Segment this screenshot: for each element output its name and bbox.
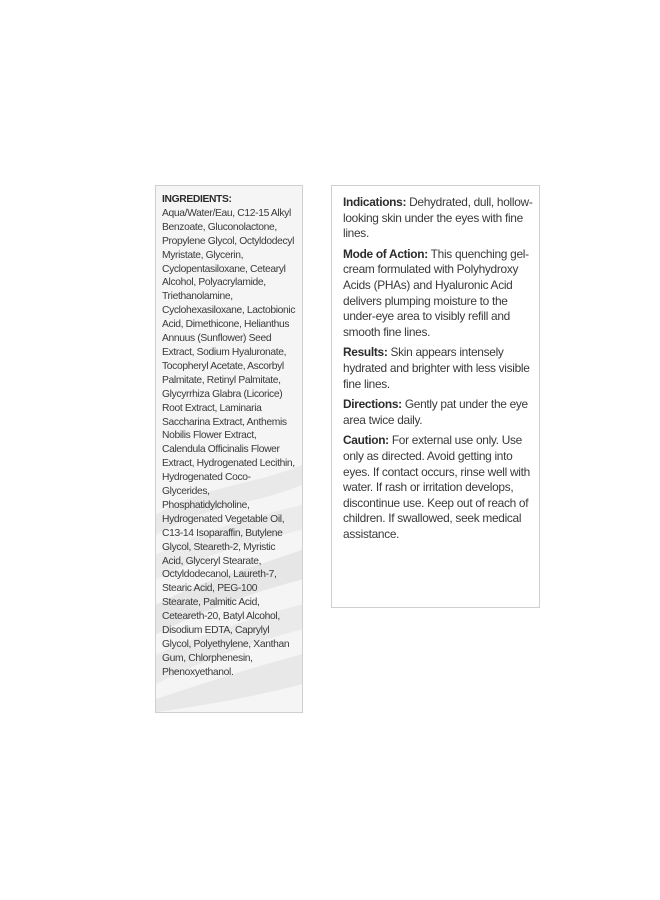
- results-label: Results:: [343, 345, 388, 360]
- ingredients-panel: [155, 185, 303, 713]
- ingredients-heading: INGREDIENTS:: [162, 194, 232, 205]
- caution-label: Caution:: [343, 433, 389, 448]
- results-text: Skin appears intensely hydrated and brighter with less visible fine lines.: [343, 345, 530, 391]
- ingredients-text: [162, 193, 297, 680]
- indications-label: Indications:: [343, 195, 407, 209]
- ingredients-list: Aqua/Water/Eau, C12-15 Alkyl Benzoate, Gluconolactone, Propylene Glycol, Octyldodecyl Myristate, Glycerin, Cyclopentasiloxane, Cetearyl Alcohol, Polyacrylamide, Triethanolamine, Cyclohexasiloxane, Lactobionic Acid, Dimethicone, Helianthus Annuus (Sunflower) Seed Extract, Sodium Hyaluronate, Tocopheryl Acetate, Ascorbyl Palmitate, Retinyl Palmitate, Glycyrrhiza Glabra (Licorice) Root Extract, Laminaria Saccharina Extract, Anthemis Nobilis Flower Extract, Calendula Officinalis Flower Extract, Hydrogenated Lecithin, Hydrogenated Coco-Glycerides, Phosphatidylcholine, Hydrogenated Vegetable Oil, C13-14 Isoparaffin, Butylene Glycol, Steareth-2, Myristic Acid, Glyceryl Stearate, Octyldodecanol, Laureth-7, Stearic Acid, PEG-100 Stearate, Palmitic Acid, Ceteareth-20, Batyl Alcohol, Disodium EDTA, Caprylyl Glycol, Polyethylene, Xanthan Gum, Chlorphenesin, Phenoxyethanol.: [162, 207, 296, 678]
- directions-section: [343, 397, 533, 428]
- caution-section: [343, 433, 533, 542]
- directions-text: Gently pat under the eye area twice daily.: [343, 397, 528, 427]
- mode-of-action-section: [343, 247, 533, 341]
- directions-label: Directions:: [343, 397, 402, 412]
- indications-section: [343, 195, 533, 242]
- mode-of-action-label: Mode of Action:: [343, 246, 428, 261]
- indications-text: Dehydrated, dull, hollow-looking skin under the eyes with fine lines.: [343, 195, 533, 241]
- results-section: [343, 345, 533, 392]
- product-info-panel: [331, 185, 540, 608]
- mode-of-action-text: This quenching gel-cream formulated with Polyhydroxy Acids (PHAs) and Hyaluronic Acid delivers plumping moisture to the under-eye area to visibly refill and smooth fine lines.: [343, 246, 529, 339]
- caution-text: For external use only. Use only as directed. Avoid getting into eyes. If contact occurs, rinse well with water. If rash or irritation develops, discontinue use. Keep out of reach of children. If swallowed, seek medical assistance.: [343, 433, 530, 541]
